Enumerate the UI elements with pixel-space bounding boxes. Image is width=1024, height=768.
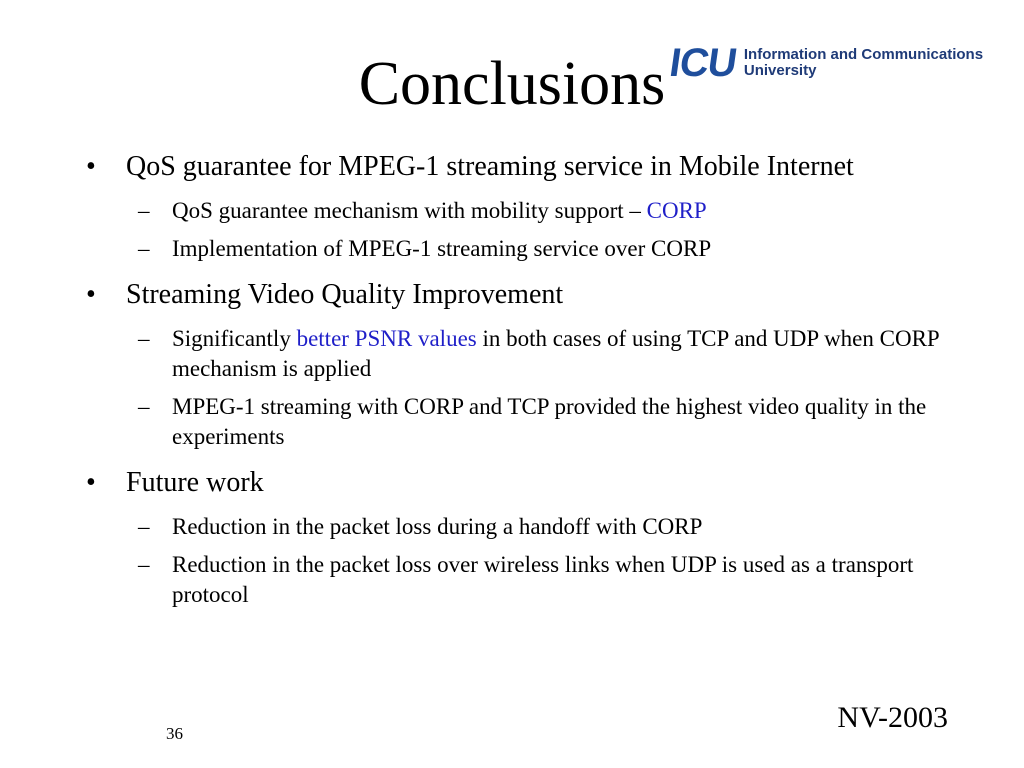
logo-text: [744, 47, 983, 79]
bullet-list: [86, 150, 966, 624]
sub-bullet-text-end: in both cases of using TCP and UDP when CORP mechanism is applied: [172, 326, 939, 381]
footer-label: NV-2003: [837, 701, 948, 734]
sub-bullet-list: [132, 196, 966, 264]
logo-text-line1: Information and Communications: [743, 46, 984, 63]
bullet-item: [86, 466, 966, 610]
sub-bullet-text: Implementation of MPEG-1 streaming service over CORP: [172, 236, 712, 261]
sub-bullet-text: MPEG-1 streaming with CORP and TCP provided the highest video quality in the experiments: [172, 394, 927, 449]
page-number: 36: [166, 724, 183, 743]
sub-bullet-list: [132, 512, 966, 610]
icu-logo: [666, 41, 984, 85]
logo-text-line2: University: [743, 62, 817, 79]
sub-bullet-text: Reduction in the packet loss during a handoff with CORP: [172, 514, 703, 539]
sub-bullet-item: [132, 550, 972, 610]
sub-bullet-item: [132, 392, 972, 452]
sub-bullet-item: [132, 234, 972, 264]
bullet-item: [86, 278, 966, 452]
bullet-text: QoS guarantee for MPEG-1 streaming service in Mobile Internet: [126, 151, 854, 182]
bullet-text: Future work: [126, 467, 264, 498]
logo-mark: ICU: [666, 41, 739, 85]
bullet-item: [86, 150, 966, 264]
sub-bullet-item: [132, 196, 972, 226]
sub-bullet-list: [132, 324, 966, 452]
highlight-text: better PSNR values: [296, 326, 477, 351]
sub-bullet-item: [132, 512, 972, 542]
sub-bullet-text: QoS guarantee mechanism with mobility support –: [172, 198, 647, 223]
slide-title: Conclusions: [358, 50, 666, 118]
bullet-text: Streaming Video Quality Improvement: [126, 279, 564, 310]
sub-bullet-item: [132, 324, 972, 384]
sub-bullet-text: Reduction in the packet loss over wireless links when UDP is used as a transport protocol: [172, 552, 914, 607]
sub-bullet-text: Significantly: [172, 326, 297, 351]
highlight-text: CORP: [646, 198, 707, 223]
